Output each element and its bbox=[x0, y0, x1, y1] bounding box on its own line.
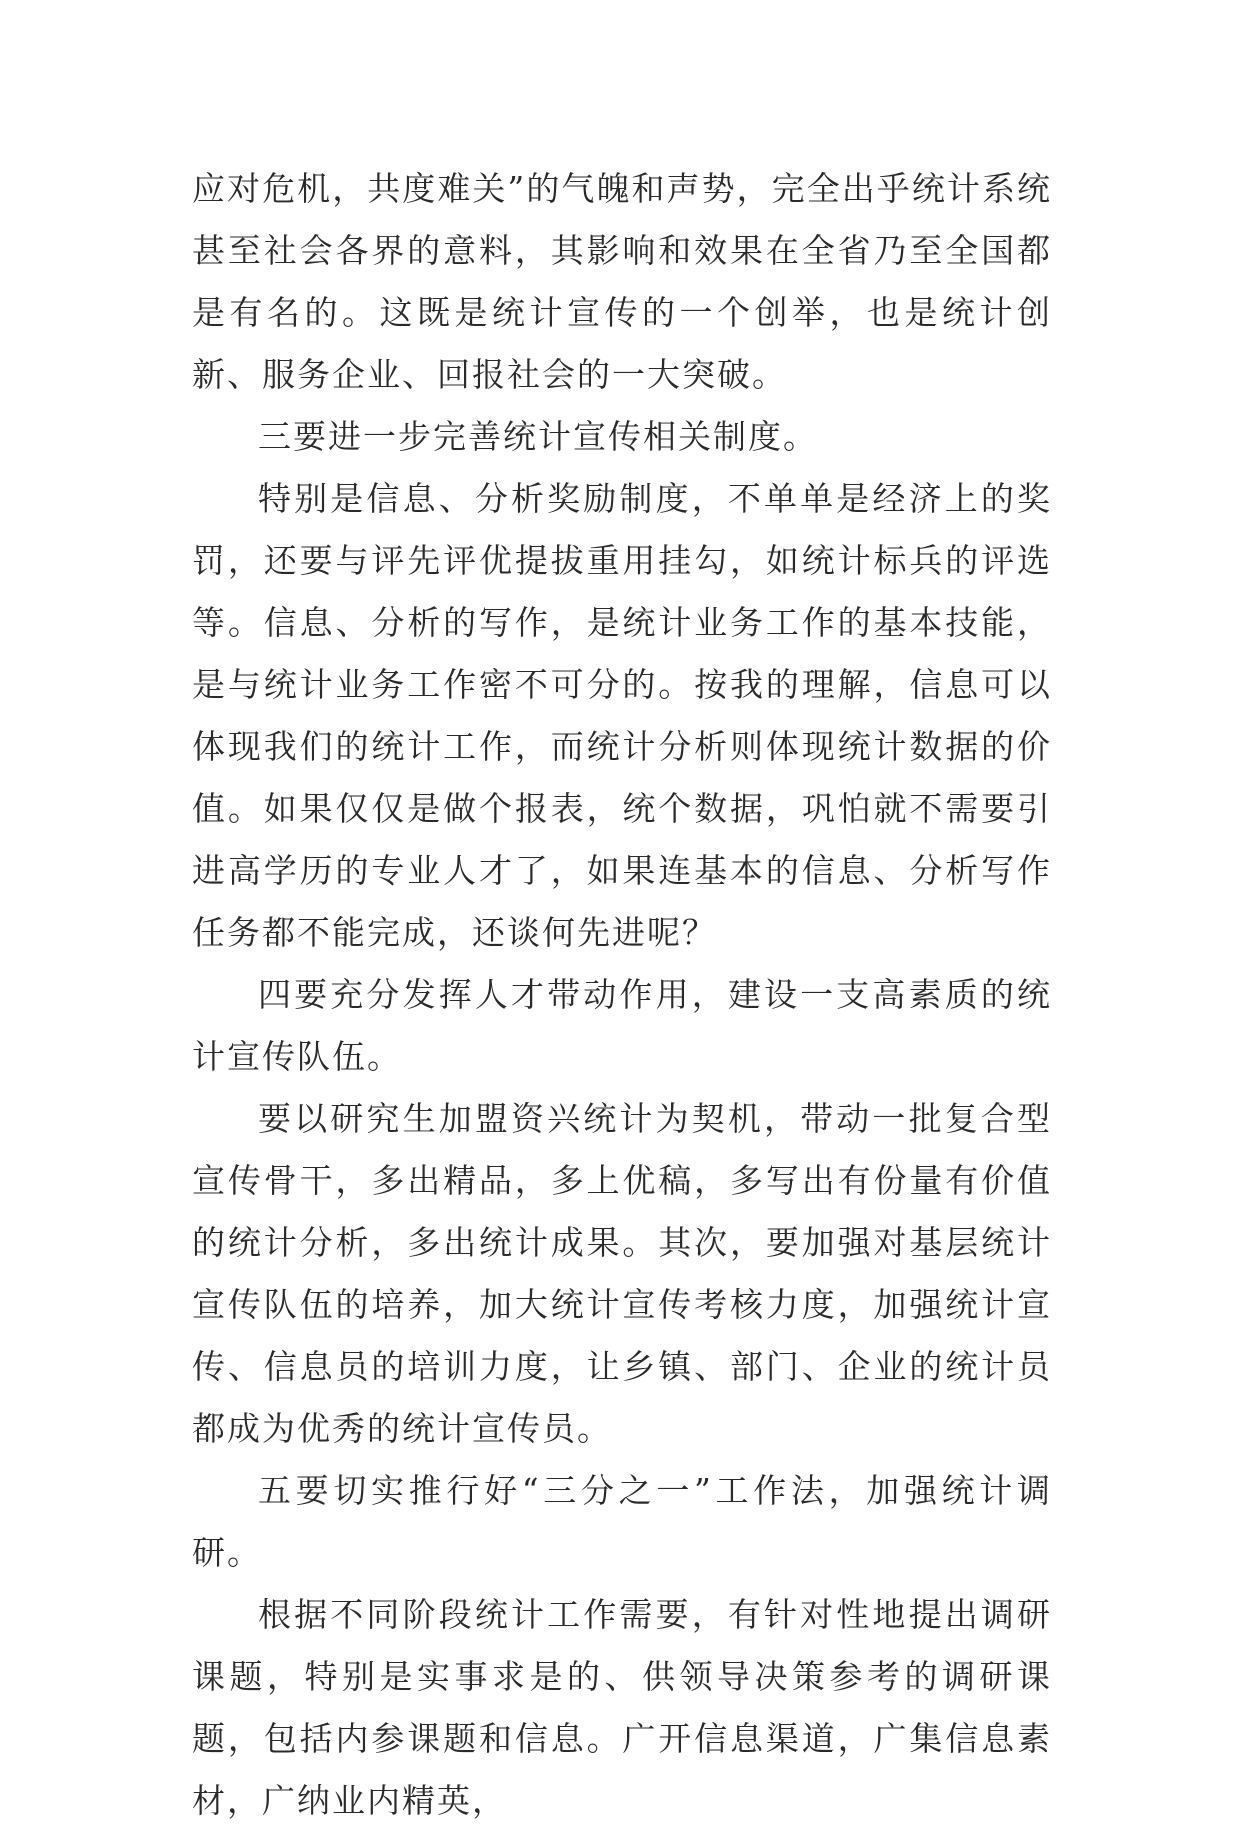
paragraph-1: 应对危机，共度难关”的气魄和声势，完全出乎统计系统甚至社会各界的意料，其影响和效果在全省乃至全国都是有名的。这既是统计宣传的一个创举，也是统计创新、服务企业、回报社会的一大突破。 bbox=[192, 169, 1052, 394]
paragraph-3: 特别是信息、分析奖励制度，不单单是经济上的奖罚，还要与评先评优提拔重用挂勾，如统计标兵的评选等。信息、分析的写作，是统计业务工作的基本技能，是与统计业务工作密不可分的。按我的理解，信息可以体现我们的统计工作，而统计分析则体现统计数据的价值。如果仅仅是做个报表，统个数据，巩怕就不需要引进高学历的专业人才了，如果连基本的信息、分析写作任务都不能完成，还谈何先进呢？ bbox=[192, 479, 1052, 952]
paragraph-7: 根据不同阶段统计工作需要，有针对性地提出调研课题，特别是实事求是的、供领导决策参考的调研课题，包括内参课题和信息。广开信息渠道，广集信息素材，广纳业内精英， bbox=[192, 1595, 1052, 1820]
paragraph-4-heading: 四要充分发挥人才带动作用，建设一支高素质的统计宣传队伍。 bbox=[192, 975, 1052, 1076]
paragraph-5: 要以研究生加盟资兴统计为契机，带动一批复合型宣传骨干，多出精品，多上优稿，多写出有份量有价值的统计分析，多出统计成果。其次，要加强对基层统计宣传队伍的培养，加大统计宣传考核力度，加强统计宣传、信息员的培训力度，让乡镇、部门、企业的统计员都成为优秀的统计宣传员。 bbox=[192, 1099, 1052, 1448]
paragraph-2-heading: 三要进一步完善统计宣传相关制度。 bbox=[258, 417, 818, 456]
paragraph-6-heading: 五要切实推行好“三分之一”工作法，加强统计调研。 bbox=[192, 1471, 1052, 1572]
document-body bbox=[192, 158, 1052, 1832]
